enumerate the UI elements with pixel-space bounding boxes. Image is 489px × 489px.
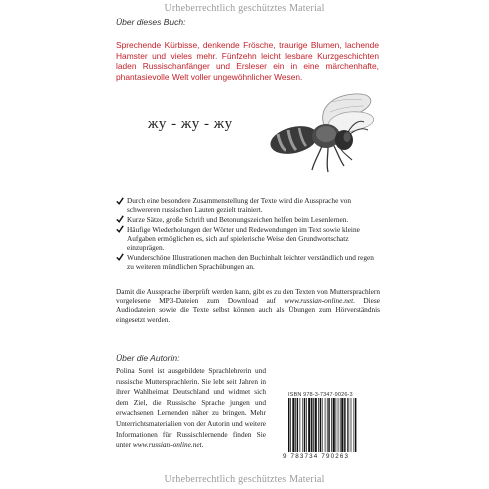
isbn-label: ISBN 978-3-7347-9026-3: [288, 392, 353, 398]
barcode-bar: [348, 398, 349, 452]
author-url-link: www.russian-online.net: [132, 440, 202, 450]
barcode-bar: [297, 398, 298, 452]
barcode-bar: [318, 398, 319, 452]
barcode-bar: [304, 398, 305, 452]
barcode-bar: [295, 398, 296, 452]
barcode-bar: [308, 398, 310, 452]
barcode-bar: [313, 398, 314, 452]
barcode-number: 9 783734 790263: [283, 453, 350, 460]
checkmark-icon: [116, 253, 124, 261]
barcode-bar: [300, 398, 301, 452]
about-author-heading: Über die Autorin:: [116, 353, 180, 363]
feature-text: Häufige Wiederholungen der Wörter und Redewendungen im Text sowie kleine Aufgaben ermöglichen es, sich auf spielerische Weise den Grundwortschatz einzuprägen.: [127, 224, 360, 253]
barcode-bar: [311, 398, 312, 452]
list-item: [116, 215, 381, 224]
audio-text-before: Damit die Aussprache überprüft werden kann, gibt es zu den Texten von Muttersprachlern vorgelesene MP3-Dateien zum Download auf: [116, 287, 380, 306]
barcode-bar: [340, 398, 341, 452]
barcode-bar: [325, 398, 326, 452]
bee-illustration: [268, 92, 384, 174]
feature-list: [116, 196, 381, 272]
barcode-bar: [347, 398, 348, 452]
barcode-bar: [331, 398, 332, 452]
barcode-graphic: [287, 398, 381, 452]
book-blurb-red: Sprechende Kürbisse, denkende Frösche, traurige Blumen, lachende Hamster und vieles mehr. Fünfzehn leicht lesbare Kurzgeschichten laden Russischanfänger und Ersleser ein in eine märchenhafte, phantasievolle Welt voller ungewöhnlicher Wesen.: [116, 40, 379, 82]
feature-text: Kurze Sätze, große Schrift und Betonungszeichen helfen beim Lesenlernen.: [127, 214, 349, 224]
about-book-heading: Über dieses Buch:: [116, 17, 186, 27]
barcode-bar: [327, 398, 328, 452]
barcode-bar: [351, 398, 352, 452]
audio-paragraph: [116, 287, 380, 324]
barcode-bar: [322, 398, 323, 452]
barcode-bar: [320, 398, 321, 452]
barcode-bar: [344, 398, 345, 452]
checkmark-icon: [116, 215, 124, 223]
barcode-bar: [341, 398, 343, 452]
barcode-bar: [302, 398, 303, 452]
barcode-bar: [336, 398, 337, 452]
audio-url-link: www.russian-online.net: [284, 296, 354, 306]
barcode-bar: [315, 398, 317, 452]
feature-text: Wunderschöne Illustrationen machen den Buchinhalt leichter verständlich und regen zu weiteren mündlichen Sprachübungen an.: [127, 252, 374, 271]
checkmark-icon: [116, 225, 124, 233]
list-item: [116, 225, 381, 253]
feature-text: Durch eine besondere Zusammenstellung der Texte wird die Aussprache von schwereren russischen Lauten gezielt trainiert.: [127, 196, 352, 215]
barcode-bar: [328, 398, 329, 452]
list-item: [116, 196, 381, 214]
author-paragraph: [116, 366, 266, 451]
author-text-end: .: [201, 440, 204, 450]
barcode-bar: [355, 398, 356, 452]
barcode-bar: [292, 398, 294, 452]
barcode-bar: [338, 398, 339, 452]
barcode-bar: [333, 398, 335, 452]
checkmark-icon: [116, 197, 124, 205]
barcode-bar: [290, 398, 291, 452]
author-text: Polina Sorel ist ausgebildete Sprachlehrerin und russische Muttersprachlerin. Sie lebt seit Jahren in ihrer Wahlheimat Deutschland und widmet sich dem Ziel, die Russische Sprache jungen und erwachsenen Lernenden näher zu bringen. Mehr Unterrichtsmaterialien von der Autorin und weitere Informationen für Russischlernende finden Sie unter: [116, 366, 266, 450]
list-item: [116, 253, 381, 271]
watermark-bottom: Urheberrechtlich geschütztes Material: [164, 474, 325, 485]
barcode-bar: [354, 398, 355, 452]
barcode-bar: [288, 398, 289, 452]
audio-text-after: . Diese Audiodateien sowie die Texte selbst können auch als Übungen zum Hörverständnis eingesetzt werden.: [116, 296, 380, 324]
bee-buzz-text: жу - жу - жу: [148, 116, 233, 132]
barcode-bar: [306, 398, 307, 452]
watermark-top: Urheberrechtlich geschütztes Material: [164, 3, 325, 14]
